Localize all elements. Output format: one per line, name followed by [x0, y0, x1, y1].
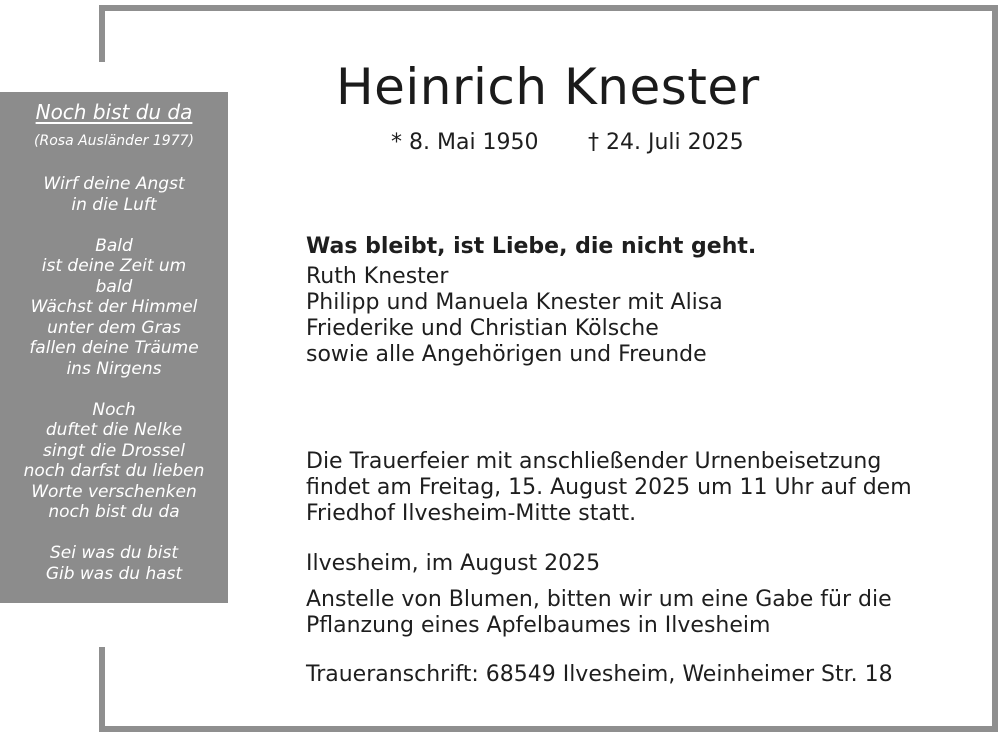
donation-note	[306, 587, 892, 639]
poem-line: ist deine Zeit um	[41, 256, 187, 276]
ceremony-line: findet am Freitag, 15. August 2025 um 11 Uhr auf dem	[306, 475, 912, 500]
mourning-address: Traueranschrift: 68549 Ilvesheim, Weinheimer Str. 18	[306, 662, 893, 687]
donation-line: Anstelle von Blumen, bitten wir um eine Gabe für die	[306, 587, 892, 612]
mourner-line: sowie alle Angehörigen und Freunde	[306, 342, 707, 367]
donation-line: Pflanzung eines Apfelbaumes in Ilvesheim	[306, 613, 771, 638]
birth-date: * 8. Mai 1950	[391, 130, 539, 155]
poem-box	[0, 92, 228, 603]
ceremony-info	[306, 449, 912, 527]
poem-line: unter dem Gras	[47, 317, 181, 338]
poem-line: Bald	[95, 235, 133, 256]
poem-line: Sei was du bist	[50, 543, 178, 563]
mourner-line: Ruth Knester	[306, 264, 449, 289]
poem-line: in die Luft	[71, 194, 157, 215]
poem-line: noch darfst du lieben	[23, 461, 205, 481]
frame-right-border	[992, 5, 998, 732]
ceremony-line: Friedhof Ilvesheim-Mitte statt.	[306, 501, 637, 526]
frame-left-border-bottom	[99, 647, 105, 732]
mourner-line: Friederike und Christian Kölsche	[306, 316, 659, 341]
poem-line: Wirf deine Angst	[43, 174, 185, 194]
frame-top-border	[99, 5, 995, 11]
stanza-gap	[0, 379, 228, 400]
mourners-list	[306, 264, 723, 368]
poem-source: (Rosa Ausländer 1977)	[34, 133, 194, 149]
poem-line: Worte verschenken	[31, 481, 197, 502]
poem-line: duftet die Nelke	[45, 420, 183, 440]
poem-line: Gib was du hast	[45, 563, 183, 584]
place-date: Ilvesheim, im August 2025	[306, 551, 601, 576]
frame-left-border-top	[99, 5, 105, 62]
poem-line: Noch	[92, 399, 136, 420]
poem-line: Wächst der Himmel	[30, 297, 198, 317]
poem-line: noch bist du da	[48, 502, 180, 522]
poem-line: singt die Drossel	[43, 440, 185, 461]
poem-body	[0, 174, 228, 584]
stanza-gap	[0, 215, 228, 236]
death-date: † 24. Juli 2025	[588, 130, 744, 155]
stanza-gap	[0, 523, 228, 544]
poem-line: ins Nirgens	[66, 358, 162, 379]
deceased-name: Heinrich Knester	[336, 58, 760, 116]
poem-line: fallen deine Träume	[29, 338, 199, 358]
frame-bottom-border	[99, 726, 998, 732]
motto: Was bleibt, ist Liebe, die nicht geht.	[306, 234, 757, 259]
mourner-line: Philipp und Manuela Knester mit Alisa	[306, 290, 723, 315]
ceremony-line: Die Trauerfeier mit anschließender Urnenbeisetzung	[306, 449, 882, 474]
poem-line: bald	[95, 276, 133, 297]
poem-title: Noch bist du da	[35, 100, 193, 124]
